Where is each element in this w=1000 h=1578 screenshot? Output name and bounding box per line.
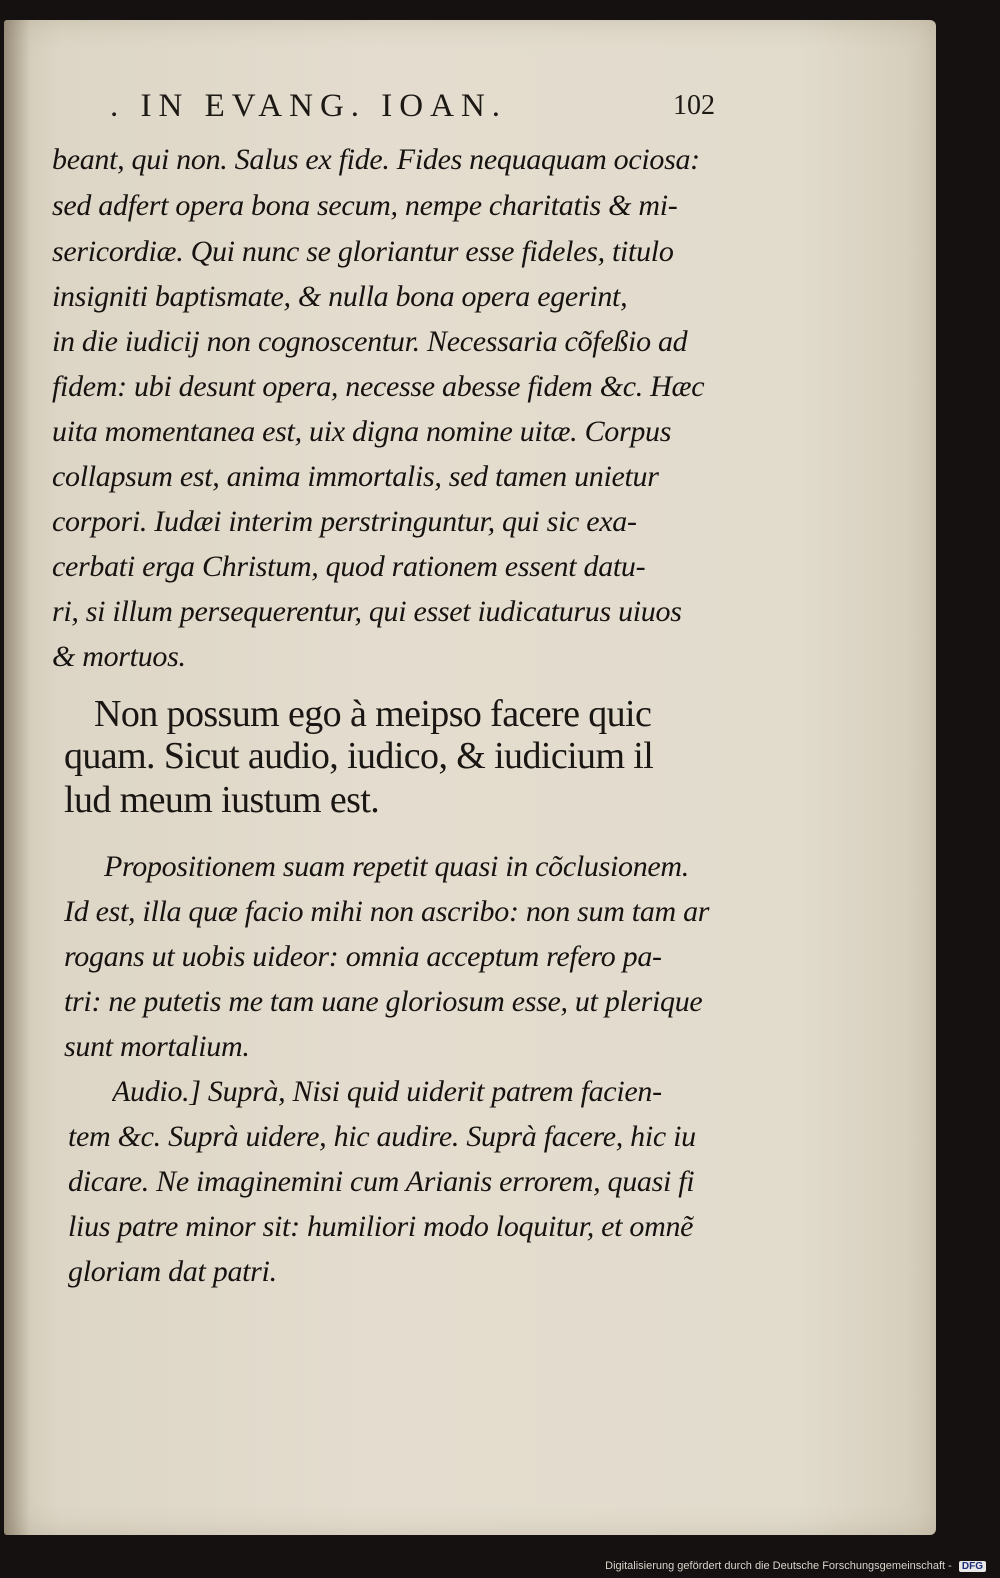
- scripture-line: lud meum iustum est.: [64, 779, 380, 821]
- commentary-line: collapsum est, anima immortalis, sed tamen unietur: [52, 460, 659, 493]
- credit-text: Digitalisierung gefördert durch die Deutsche Forschungsgemeinschaft -: [605, 1560, 952, 1572]
- commentary-line: & mortuos.: [52, 640, 186, 673]
- commentary-line: lius patre minor sit: humiliori modo loquitur, et omnẽ: [68, 1210, 694, 1243]
- commentary-line: tem &c. Suprà uidere, hic audire. Suprà facere, hic iu: [68, 1120, 696, 1153]
- commentary-line: Propositionem suam repetit quasi in cõclusionem.: [104, 850, 689, 883]
- commentary-line: corpori. Iudæi interim perstringuntur, qui sic exa-: [52, 505, 637, 538]
- commentary-line: cerbati erga Christum, quod rationem essent datu-: [52, 550, 646, 583]
- scripture-line: quam. Sicut audio, iudico, & iudicium il: [64, 735, 654, 777]
- gutter-shadow: [4, 20, 30, 1535]
- commentary-line: tri: ne putetis me tam uane gloriosum esse, ut plerique: [64, 985, 703, 1018]
- commentary-line: rogans ut uobis uideor: omnia acceptum refero pa-: [64, 940, 662, 973]
- commentary-line: fidem: ubi desunt opera, necesse abesse fidem &c. Hæc: [52, 370, 705, 403]
- scripture-line: Non possum ego à meipso facere quic: [94, 693, 652, 735]
- digitization-credit: [605, 1560, 986, 1572]
- commentary-line: insigniti baptismate, & nulla bona opera egerint,: [52, 280, 628, 313]
- running-header: [110, 88, 715, 136]
- commentary-line: in die iudicij non cognoscentur. Necessaria cõfeßio ad: [52, 325, 688, 358]
- commentary-line: dicare. Ne imaginemini cum Arianis errorem, quasi fi: [68, 1165, 695, 1198]
- dfg-logo: DFG: [959, 1561, 986, 1572]
- commentary-line: uita momentanea est, uix digna nomine uitæ. Corpus: [52, 415, 672, 448]
- commentary-line: beant, qui non. Salus ex fide. Fides nequaquam ociosa:: [52, 143, 700, 176]
- commentary-line: gloriam dat patri.: [68, 1255, 277, 1288]
- commentary-line: sunt mortalium.: [64, 1030, 250, 1063]
- running-title: . IN EVANG. IOAN.: [110, 88, 508, 124]
- commentary-line: sericordiæ. Qui nunc se gloriantur esse fideles, titulo: [52, 235, 674, 268]
- commentary-line: Audio.] Suprà, Nisi quid uiderit patrem facien-: [112, 1075, 662, 1108]
- commentary-line: Id est, illa quæ facio mihi non ascribo: non sum tam ar: [64, 895, 710, 928]
- commentary-line: sed adfert opera bona secum, nempe charitatis & mi-: [52, 189, 678, 222]
- commentary-line: ri, si illum persequerentur, qui esset iudicaturus uiuos: [52, 595, 682, 628]
- page-number: 102: [673, 90, 715, 121]
